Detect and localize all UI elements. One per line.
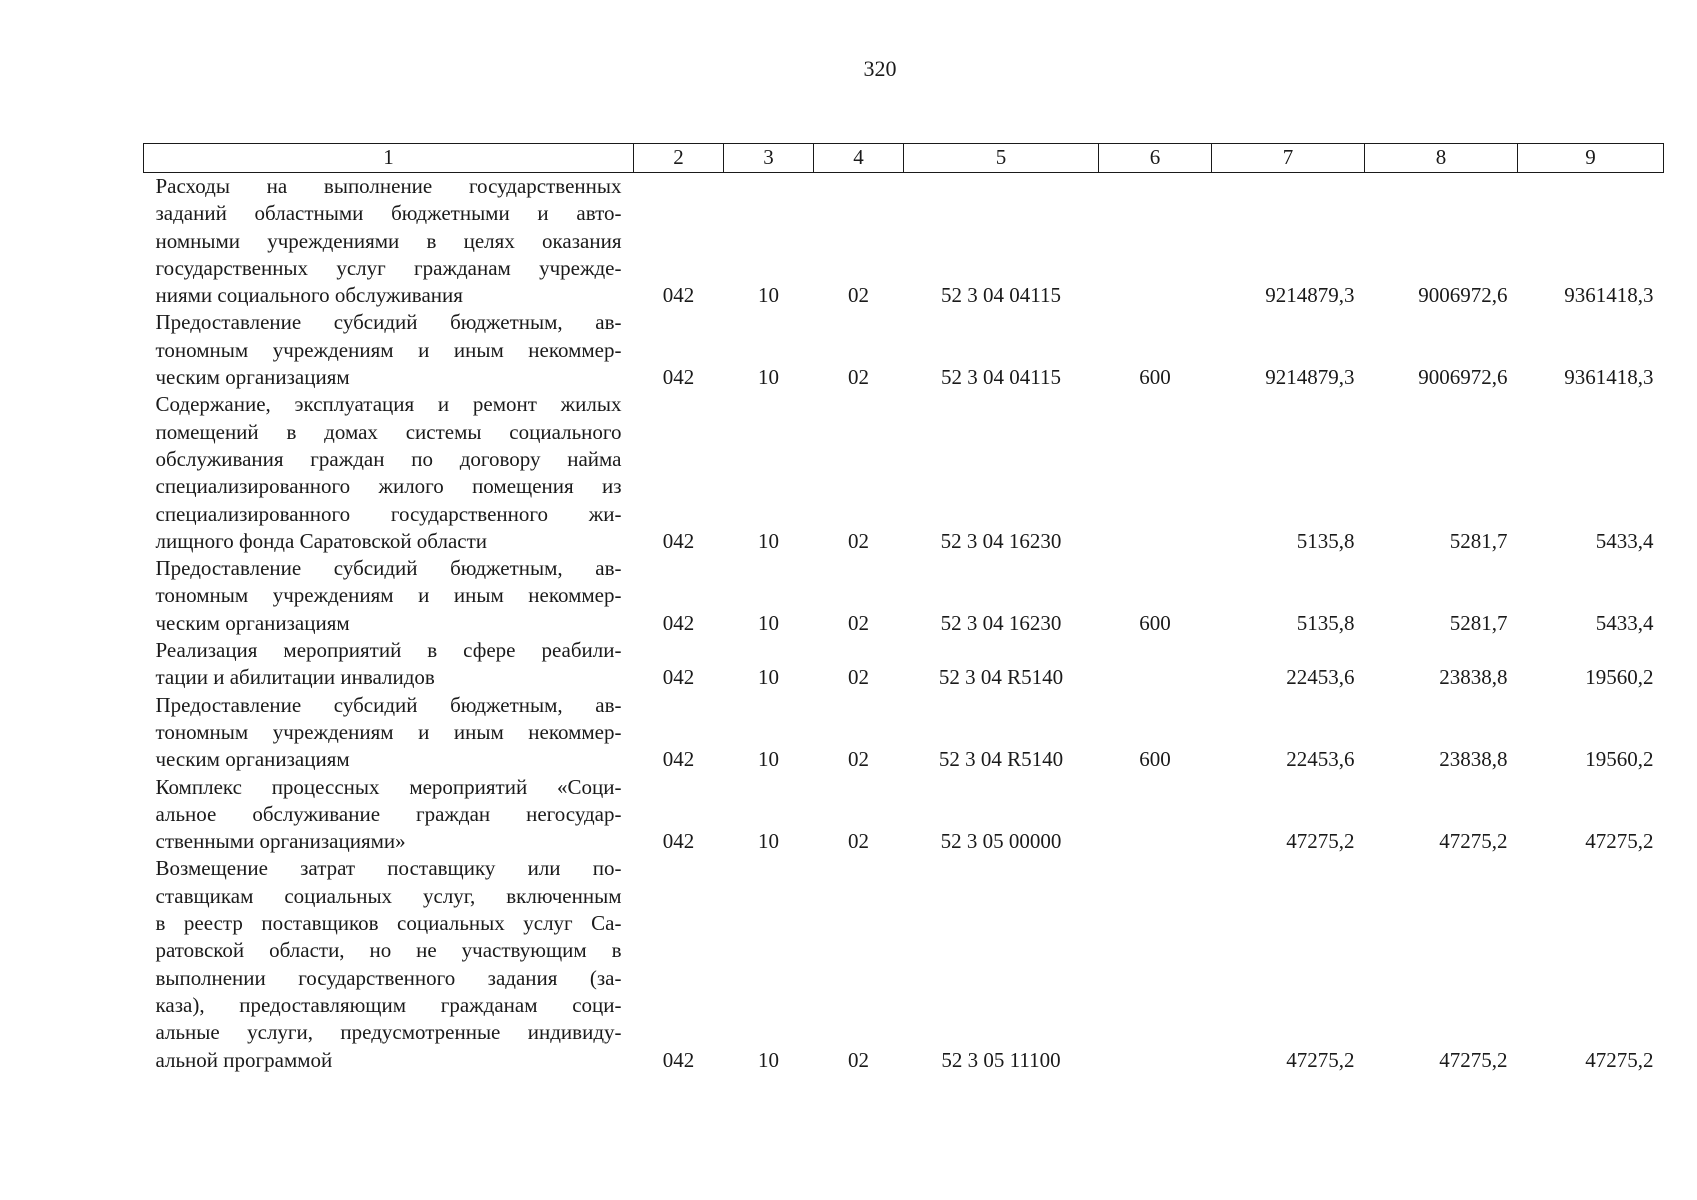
- amount-cell-year3: 9361418,3: [1564, 283, 1654, 308]
- amount-cell-year1: 5135,8: [1296, 610, 1355, 635]
- header-cell: 9: [1518, 144, 1664, 173]
- table-body: [144, 173, 1664, 1074]
- description-line: номными учреждениями в целях оказания: [155, 228, 622, 253]
- amount-cell-year1: 22453,6: [1286, 665, 1355, 690]
- amount-cell-year3: 5433,4: [1595, 528, 1654, 553]
- description-line: ческим организациям: [155, 365, 350, 390]
- admin-code-cell: 042: [662, 829, 695, 854]
- description-line: альные услуги, предусмотренные индивиду-: [155, 1020, 622, 1045]
- description-line: тономным учреждениям и иным некоммер-: [155, 583, 622, 608]
- subsection-code-cell: 02: [848, 1047, 869, 1072]
- description-line: заданий областными бюджетными и авто-: [155, 201, 622, 226]
- header-cell: 6: [1099, 144, 1212, 173]
- target-article-cell: 52 3 04 R5140: [938, 665, 1064, 690]
- header-row: [144, 144, 1664, 173]
- header-cell: 3: [724, 144, 814, 173]
- expense-type-cell: [1099, 774, 1212, 856]
- expense-type-cell: [1099, 391, 1212, 555]
- header-cell: 5: [904, 144, 1099, 173]
- expense-type-cell: [1099, 637, 1212, 692]
- table-header: [144, 144, 1664, 173]
- amount-cell-year2: 23838,8: [1439, 665, 1508, 690]
- description-line: тации и абилитации инвалидов: [155, 665, 435, 690]
- description-line: тономным учреждениям и иным некоммер-: [155, 719, 622, 744]
- description-line: альное обслуживание граждан негосудар-: [155, 801, 622, 826]
- section-code-cell: 10: [758, 1047, 779, 1072]
- amount-cell-year3: 19560,2: [1585, 747, 1654, 772]
- description-line: ниями социального обслуживания: [155, 283, 463, 308]
- budget-table: [143, 143, 1664, 1074]
- table-row: [144, 637, 1664, 692]
- subsection-code-cell: 02: [848, 747, 869, 772]
- description-line: Расходы на выполнение государственных: [155, 174, 622, 198]
- amount-cell-year2: 9006972,6: [1418, 283, 1508, 308]
- row-description: [144, 309, 634, 391]
- description-line: в реестр поставщиков социальных услуг Са-: [155, 911, 622, 936]
- amount-cell-year3: 47275,2: [1585, 1047, 1654, 1072]
- subsection-code-cell: 02: [848, 665, 869, 690]
- admin-code-cell: 042: [662, 528, 695, 553]
- table-row: [144, 391, 1664, 555]
- target-article-cell: 52 3 04 04115: [941, 365, 1061, 390]
- description-line: Предоставление субсидий бюджетным, ав-: [155, 310, 622, 335]
- description-line: Содержание, эксплуатация и ремонт жилых: [155, 392, 622, 417]
- admin-code-cell: 042: [662, 365, 695, 390]
- expense-type-cell: 600: [1139, 365, 1171, 390]
- description-line: специализированного жилого помещения из: [155, 474, 622, 499]
- admin-code-cell: 042: [662, 747, 695, 772]
- amount-cell-year2: 47275,2: [1439, 1047, 1508, 1072]
- row-description: [144, 774, 634, 856]
- section-code-cell: 10: [758, 829, 779, 854]
- section-code-cell: 10: [758, 365, 779, 390]
- description-line: помещений в домах системы социального: [155, 419, 622, 444]
- target-article-cell: 52 3 04 04115: [941, 283, 1061, 308]
- table-row: [144, 774, 1664, 856]
- section-code-cell: 10: [758, 528, 779, 553]
- header-cell: 2: [634, 144, 724, 173]
- target-article-cell: 52 3 04 16230: [940, 528, 1062, 553]
- amount-cell-year2: 9006972,6: [1418, 365, 1508, 390]
- page-number: 320: [863, 56, 897, 81]
- row-description: [144, 555, 634, 637]
- amount-cell-year2: 5281,7: [1449, 528, 1508, 553]
- amount-cell-year1: 22453,6: [1286, 747, 1355, 772]
- header-cell: 1: [144, 144, 634, 173]
- description-line: выполнении государственного задания (за-: [155, 965, 622, 990]
- description-line: каза), предоставляющим гражданам соци-: [155, 992, 622, 1017]
- table-row: [144, 173, 1664, 310]
- description-line: государственных услуг гражданам учрежде-: [155, 255, 622, 280]
- section-code-cell: 10: [758, 665, 779, 690]
- header-cell: 8: [1365, 144, 1518, 173]
- header-cell: 7: [1212, 144, 1365, 173]
- description-line: ратовской области, но не участвующим в: [155, 938, 622, 963]
- section-code-cell: 10: [758, 610, 779, 635]
- expense-type-cell: 600: [1139, 610, 1171, 635]
- description-line: Реализация мероприятий в сфере реабили-: [155, 638, 622, 663]
- table-row: [144, 855, 1664, 1073]
- row-description: [144, 391, 634, 555]
- target-article-cell: 52 3 05 11100: [941, 1047, 1061, 1072]
- amount-cell-year1: 9214879,3: [1265, 365, 1355, 390]
- description-line: ческим организациям: [155, 610, 350, 635]
- row-description: [144, 173, 634, 310]
- amount-cell-year3: 19560,2: [1585, 665, 1654, 690]
- subsection-code-cell: 02: [848, 283, 869, 308]
- row-description: [144, 637, 634, 692]
- section-code-cell: 10: [758, 283, 779, 308]
- description-line: Комплекс процессных мероприятий «Соци-: [155, 774, 622, 799]
- table-row: [144, 555, 1664, 637]
- amount-cell-year1: 9214879,3: [1265, 283, 1355, 308]
- description-line: ставщикам социальных услуг, включенным: [155, 883, 622, 908]
- admin-code-cell: 042: [662, 665, 695, 690]
- admin-code-cell: 042: [662, 1047, 695, 1072]
- amount-cell-year3: 5433,4: [1595, 610, 1654, 635]
- amount-cell-year2: 23838,8: [1439, 747, 1508, 772]
- description-line: тономным учреждениям и иным некоммер-: [155, 337, 622, 362]
- amount-cell-year3: 9361418,3: [1564, 365, 1654, 390]
- description-line: ственными организациями»: [155, 829, 406, 854]
- amount-cell-year1: 47275,2: [1286, 1047, 1355, 1072]
- description-line: Предоставление субсидий бюджетным, ав-: [155, 692, 622, 717]
- expense-type-cell: [1099, 855, 1212, 1073]
- amount-cell-year2: 5281,7: [1449, 610, 1508, 635]
- expense-type-cell: [1099, 173, 1212, 310]
- target-article-cell: 52 3 05 00000: [940, 829, 1062, 854]
- expense-type-cell: 600: [1139, 747, 1171, 772]
- section-code-cell: 10: [758, 747, 779, 772]
- description-line: Возмещение затрат поставщику или по-: [155, 856, 622, 881]
- description-line: ческим организациям: [155, 747, 350, 772]
- description-line: специализированного государственного жи-: [155, 501, 622, 526]
- target-article-cell: 52 3 04 R5140: [938, 747, 1064, 772]
- amount-cell-year1: 5135,8: [1296, 528, 1355, 553]
- subsection-code-cell: 02: [848, 528, 869, 553]
- header-cell: 4: [814, 144, 904, 173]
- subsection-code-cell: 02: [848, 829, 869, 854]
- description-line: обслуживания граждан по договору найма: [155, 446, 622, 471]
- description-line: Предоставление субсидий бюджетным, ав-: [155, 556, 622, 581]
- amount-cell-year1: 47275,2: [1286, 829, 1355, 854]
- table-row: [144, 692, 1664, 774]
- table-row: [144, 309, 1664, 391]
- admin-code-cell: 042: [662, 610, 695, 635]
- row-description: [144, 692, 634, 774]
- target-article-cell: 52 3 04 16230: [940, 610, 1062, 635]
- description-line: альной программой: [155, 1047, 333, 1072]
- amount-cell-year2: 47275,2: [1439, 829, 1508, 854]
- subsection-code-cell: 02: [848, 365, 869, 390]
- description-line: лищного фонда Саратовской области: [155, 528, 488, 553]
- amount-cell-year3: 47275,2: [1585, 829, 1654, 854]
- admin-code-cell: 042: [662, 283, 695, 308]
- subsection-code-cell: 02: [848, 610, 869, 635]
- row-description: [144, 855, 634, 1073]
